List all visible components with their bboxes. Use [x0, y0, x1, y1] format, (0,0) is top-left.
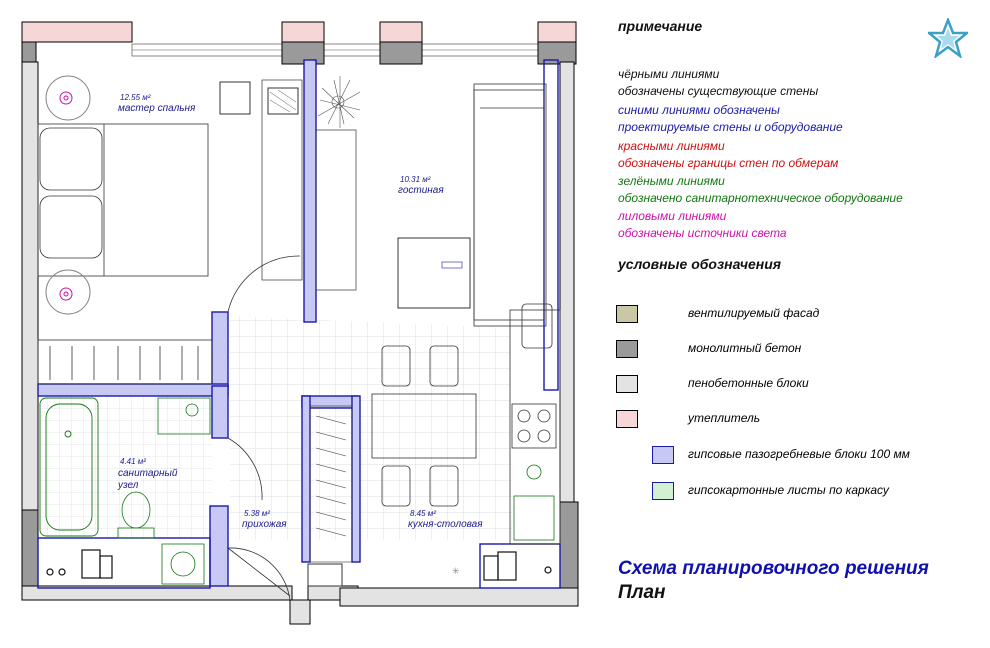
- hall-area: 5.38 м²: [244, 509, 270, 518]
- bath-name-1: санитарный: [118, 468, 178, 479]
- kitchen-name: кухня-столовая: [408, 519, 483, 530]
- legend-label: гипсовые пазогребневые блоки 100 мм: [688, 447, 910, 461]
- legend-swatch: [616, 340, 638, 358]
- coffee-table: [398, 238, 470, 308]
- wardrobe: [38, 340, 212, 384]
- coffee-table-detail: [442, 262, 462, 268]
- bath-name-2: узел: [118, 480, 139, 491]
- boiler-right: [484, 552, 551, 580]
- legend-swatch: [616, 410, 638, 428]
- bed: [38, 124, 208, 276]
- kitchen-counter: [510, 304, 560, 544]
- bathroom-tile-floor: [40, 396, 212, 538]
- plant: [318, 76, 360, 128]
- note-item: [618, 138, 838, 172]
- plan-title: Схема планировочного решения: [618, 558, 929, 579]
- ceiling-light-symbol: ✳: [452, 566, 460, 576]
- note-line-2: обозначено санитарнотехническое оборудование: [618, 191, 903, 205]
- legend-label: монолитный бетон: [688, 341, 802, 355]
- hall-name: прихожая: [242, 519, 287, 530]
- note-line-2: обозначены границы стен по обмерам: [618, 156, 839, 170]
- note-line-2: обозначены существующие стены: [618, 84, 819, 98]
- living-name: гостиная: [398, 185, 444, 196]
- kitchen-area: 8.45 м²: [410, 509, 436, 518]
- note-item: [618, 102, 843, 136]
- legend-swatch: [616, 375, 638, 393]
- legend-label: гипсокартонные листы по каркасу: [688, 483, 889, 497]
- washing-machine: [162, 544, 204, 584]
- kitchen-sink: [514, 465, 554, 540]
- legend-label: утеплитель: [688, 411, 761, 425]
- notes-header: примечание: [618, 18, 703, 34]
- note-line-1: лиловыми линиями: [618, 209, 727, 223]
- living-area: 10.31 м²: [400, 175, 431, 184]
- note-item: [618, 173, 903, 207]
- boiler-left: [47, 550, 112, 578]
- note-item: [618, 208, 787, 242]
- entry-bench: [308, 564, 342, 586]
- armchair: [220, 82, 250, 114]
- note-line-1: красными линиями: [618, 139, 725, 153]
- bedroom-door-swing: [228, 256, 300, 312]
- note-line-1: синими линиями обозначены: [618, 103, 780, 117]
- note-line-1: зелёными линиями: [618, 174, 725, 188]
- note-line-2: проектируемые стены и оборудование: [618, 120, 843, 134]
- note-item: [618, 66, 818, 100]
- legend-swatch: [652, 446, 674, 464]
- plan-subtitle: План: [618, 582, 666, 603]
- bedroom-name: мастер спальня: [118, 103, 196, 114]
- tv-stand: [316, 130, 356, 290]
- note-line-2: обозначены источники света: [618, 226, 787, 240]
- note-line-1: чёрными линиями: [618, 67, 720, 81]
- bedside-lamps: [46, 76, 90, 314]
- legend-label: пенобетонные блоки: [688, 376, 809, 390]
- bedroom-area: 12.55 м²: [120, 93, 151, 102]
- legend-panel: [600, 0, 990, 648]
- legend-label: вентилируемый фасад: [688, 306, 820, 320]
- facade-top: [22, 22, 576, 64]
- hall-kitchen-tile-floor: [230, 316, 512, 540]
- sofa: [474, 84, 546, 326]
- star-logo-icon: [928, 18, 968, 58]
- legend-swatch: [616, 305, 638, 323]
- legend-swatch: [652, 482, 674, 500]
- legend-header: условные обозначения: [618, 256, 782, 272]
- bath-area: 4.41 м²: [120, 457, 146, 466]
